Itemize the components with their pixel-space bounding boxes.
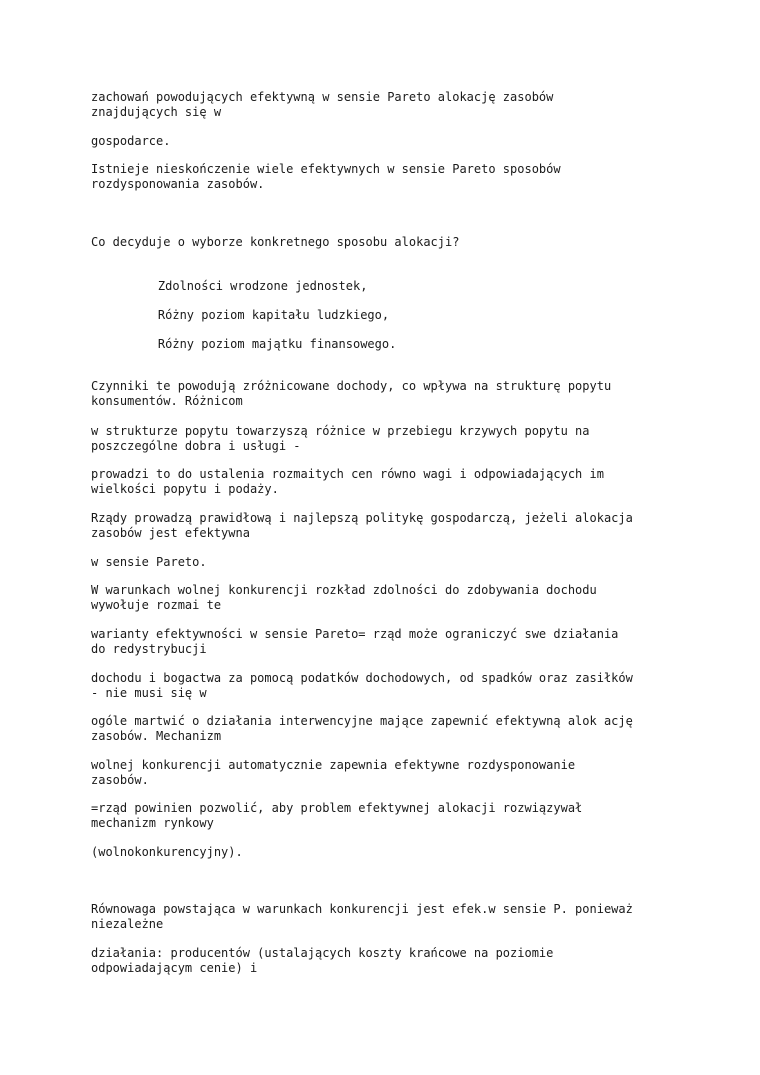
list-item	[113, 322, 396, 366]
list-item-text: Różny poziom majątku finansowego.	[157, 336, 397, 351]
paragraph: dochodu i bogactwa za pomocą podatków dochodowych, od spadków oraz zasiłków - nie musi się w	[91, 671, 633, 700]
paragraph: Czynniki te powodują zróżnicowane dochody, co wpływa na strukturę popytu konsumentów. Różnicom	[91, 379, 612, 408]
paragraph: Rządy prowadzą prawidłową i najlepszą politykę gospodarczą, jeżeli alokacja zasobów jest efektywna	[91, 511, 633, 540]
paragraph: wolnej konkurencji automatycznie zapewnia efektywne rozdysponowanie zasobów.	[91, 758, 576, 787]
paragraph: zachowań powodujących efektywną w sensie Pareto alokację zasobów znajdujących się w	[91, 90, 554, 119]
paragraph: w strukturze popytu towarzyszą różnice w przebiegu krzywych popytu na poszczególne dobra i usługi -	[91, 424, 590, 453]
paragraph: ogóle martwić o działania interwencyjne mające zapewnić efektywną alok ację zasobów. Mechanizm	[91, 714, 633, 743]
list-item-text: Zdolności wrodzone jednostek,	[157, 278, 368, 293]
paragraph: działania: producentów (ustalających koszty krańcowe na poziomie odpowiadającym cenie) i	[91, 946, 554, 975]
paragraph: (wolnokonkurencyjny).	[91, 845, 243, 859]
paragraph: Równowaga powstająca w warunkach konkurencji jest efek.w sensie P. ponieważ niezależne	[91, 902, 633, 931]
paragraph: Istnieje nieskończenie wiele efektywnych w sensie Pareto sposobów rozdysponowania zasobów.	[91, 162, 561, 191]
paragraph: prowadzi to do ustalenia rozmaitych cen równo wagi i odpowiadających im wielkości popytu i podaży.	[91, 467, 604, 496]
paragraph: w sensie Pareto.	[91, 555, 207, 569]
paragraph: gospodarce.	[91, 134, 171, 148]
question-line: Co decyduje o wyborze konkretnego sposobu alokacji?	[91, 235, 460, 249]
paragraph: warianty efektywności w sensie Pareto= rząd może ograniczyć swe działania do redystrybucji	[91, 627, 619, 656]
list-item-text: Różny poziom kapitału ludzkiego,	[157, 307, 390, 322]
paragraph: =rząd powinien pozwolić, aby problem efektywnej alokacji rozwiązywał mechanizm rynkowy	[91, 801, 583, 830]
paragraph: W warunkach wolnej konkurencji rozkład zdolności do zdobywania dochodu wywołuje rozmai te	[91, 583, 597, 612]
